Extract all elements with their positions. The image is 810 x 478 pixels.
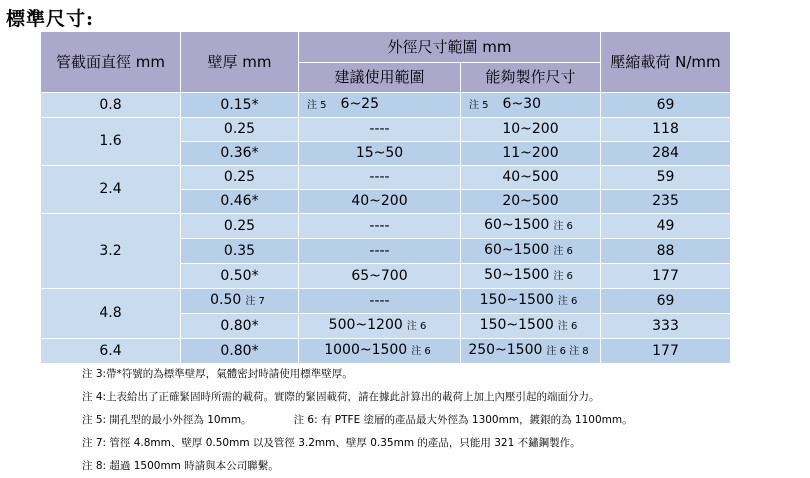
manufacturable-value: 150~1500 [479,292,554,308]
recommended-cell [299,190,461,214]
recommended-value: 65~700 [351,267,408,284]
wall-cell [181,339,299,364]
note-ref: 注 6 [553,271,573,282]
manufacturable-value: 50~1500 [484,267,550,283]
note-ref: 注 6 [557,296,578,307]
note-ref: 注 6 [553,246,573,257]
manufacturable-cell [461,214,601,239]
load-cell: 59 [601,166,731,190]
wall-cell [181,289,299,314]
manufacturable-value: 250~1500 [468,342,543,358]
note-ref: 注 6 注 8 [546,346,589,357]
header-diameter: 管截面直徑 mm [41,32,181,93]
manufacturable-cell [461,339,601,364]
wall-value: 0.80* [220,342,259,359]
manufacturable-cell [461,190,601,214]
note-ref: 注 6 [406,321,427,332]
load-cell: 118 [601,118,731,142]
header-wall-thickness: 壁厚 mm [181,32,299,93]
page-title: 標準尺寸: [6,8,95,30]
note-ref: 注 6 [553,221,573,232]
note-ref: 注 7 [245,296,265,307]
wall-value: 0.25 [223,121,256,137]
note-ref: 注 5 [469,100,489,111]
standard-size-table [40,31,731,364]
manufacturable-value: 60~1500 [484,242,550,258]
manufacturable-cell [461,142,601,166]
recommended-cell [299,142,461,166]
wall-value: 0.46* [220,193,259,209]
manufacturable-value: 10~200 [502,121,559,137]
header-compression-load: 壓縮載荷 N/mm [601,32,731,93]
footnote-3: 注 3:帶*符號的為標準壁厚，氣體密封時請使用標準壁厚。 [82,368,353,380]
manufacturable-cell [461,93,601,118]
recommended-cell [299,166,461,190]
footnotes [82,363,633,478]
wall-value: 0.50 [210,292,242,308]
recommended-value: ---- [369,121,390,137]
recommended-value: 15~50 [355,145,404,161]
table-row [41,339,731,364]
recommended-cell [299,289,461,314]
wall-value: 0.25 [223,169,256,185]
manufacturable-cell [461,314,601,339]
recommended-cell [299,314,461,339]
wall-cell [181,118,299,142]
load-cell: 88 [601,239,731,264]
table-row [41,289,731,314]
recommended-cell [299,264,461,289]
note-ref: 注 6 [557,321,578,332]
recommended-cell [299,214,461,239]
recommended-value: 500~1200 [328,317,403,333]
manufacturable-cell [461,239,601,264]
footnote-5: 注 5: 開孔型的最小外徑為 10mm。 [82,414,252,426]
wall-value: 0.50* [220,267,259,284]
recommended-value: ---- [369,292,390,309]
wall-cell [181,166,299,190]
table-row [41,93,731,118]
manufacturable-cell [461,264,601,289]
footnote-6: 注 6: 有 PTFE 塗層的產品最大外徑為 1300mm，鍍銀的為 1100mm。 [293,414,633,426]
manufacturable-value: 11~200 [502,145,559,161]
diameter-cell: 0.8 [41,93,181,118]
header-outer-diameter-range: 外徑尺寸範圍 mm [299,32,601,63]
manufacturable-cell [461,166,601,190]
table-row [41,214,731,239]
diameter-cell: 4.8 [41,289,181,339]
wall-cell [181,214,299,239]
recommended-value: 6~25 [340,96,379,112]
note-ref: 注 5 [307,100,327,111]
recommended-value: ---- [369,169,390,185]
load-cell: 177 [601,339,731,364]
note-ref: 注 6 [411,346,431,357]
diameter-cell: 6.4 [41,339,181,364]
wall-value: 0.25 [223,217,256,234]
footnote-7: 注 7: 管徑 4.8mm、壁厚 0.50mm 以及管徑 3.2mm、壁厚 0.35mm 的產品，只能用 321 不鏽鋼製作。 [82,437,581,449]
footnote-4: 注 4:上表給出了正確緊固時所需的載荷。實際的緊固載荷，請在據此計算出的載荷上加上內壓引起的端面分力。 [82,391,600,403]
wall-value: 0.80* [220,317,259,334]
table-row [41,166,731,190]
load-cell: 333 [601,314,731,339]
manufacturable-cell [461,118,601,142]
manufacturable-value: 150~1500 [479,317,554,333]
wall-cell [181,264,299,289]
footnote-5-6-line [82,409,633,432]
recommended-value: ---- [369,242,390,259]
load-cell: 235 [601,190,731,214]
diameter-cell: 1.6 [41,118,181,166]
recommended-cell [299,339,461,364]
header-recommended-range: 建議使用範圍 [299,63,461,93]
wall-cell [181,142,299,166]
diameter-cell: 2.4 [41,166,181,214]
load-cell: 69 [601,93,731,118]
wall-cell [181,239,299,264]
wall-cell [181,93,299,118]
load-cell: 284 [601,142,731,166]
load-cell: 69 [601,289,731,314]
manufacturable-cell [461,289,601,314]
manufacturable-value: 60~1500 [484,217,550,233]
recommended-cell [299,93,461,118]
load-cell: 177 [601,264,731,289]
wall-value: 0.35 [223,242,256,259]
wall-value: 0.15* [220,96,259,113]
load-cell: 49 [601,214,731,239]
table-row [41,118,731,142]
manufacturable-value: 20~500 [502,193,559,209]
recommended-value: ---- [369,217,390,234]
header-manufacturable-size: 能夠製作尺寸 [461,63,601,93]
recommended-value: 1000~1500 [324,342,408,358]
recommended-cell [299,118,461,142]
footnote-8: 注 8: 超過 1500mm 時請與本公司聯繫。 [82,460,279,472]
manufacturable-value: 40~500 [502,169,559,185]
wall-cell [181,314,299,339]
recommended-cell [299,239,461,264]
wall-value: 0.36* [220,145,259,161]
diameter-cell: 3.2 [41,214,181,289]
wall-cell [181,190,299,214]
recommended-value: 40~200 [351,193,408,209]
manufacturable-value: 6~30 [502,96,541,112]
